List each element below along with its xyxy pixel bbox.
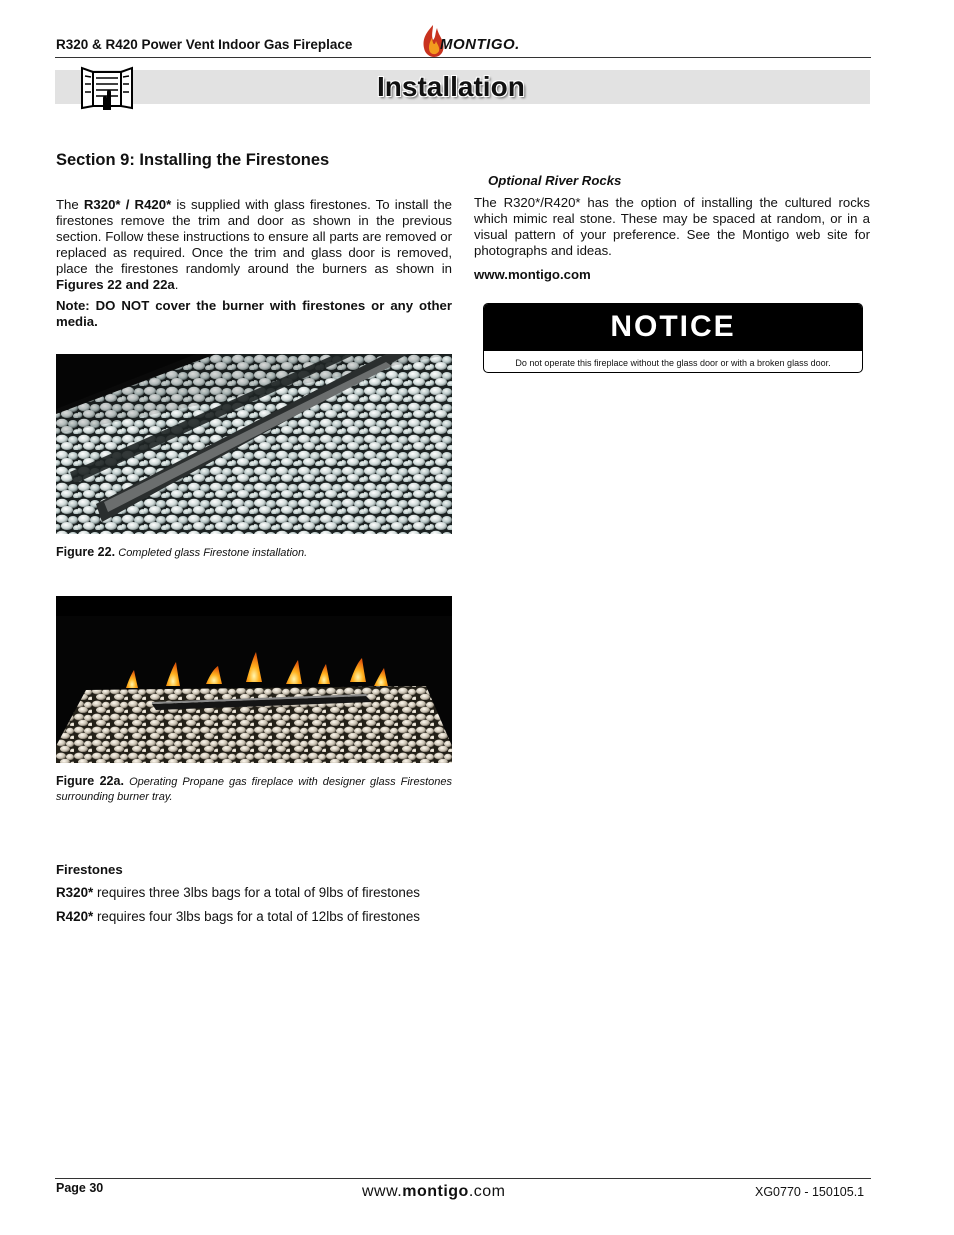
glass-firestones-image [56,354,452,534]
footer-url [362,1183,506,1201]
document-number: XG0770 - 150105.1 [755,1185,865,1199]
figure-22-text: Completed glass Firestone installation. [118,547,308,559]
r320-requirement [56,885,420,900]
montigo-url: www.montigo.com [474,267,591,282]
burner-note: Note: DO NOT cover the burner with firestones or any other media. [56,298,452,329]
figure-22-label: Figure 22. [56,545,116,559]
footer-url-prefix: www. [362,1183,403,1200]
intro-model: R320* / R420* [83,197,172,212]
notice-title: NOTICE [610,310,736,343]
river-rocks-paragraph: The R320*/R420* has the option of installing the cultured rocks which mimic real stone. These may be spaced at random, or in a visual pattern of your preference. See the Montigo web site for photographs and ideas. [474,195,870,258]
logo-wordmark: MONTIGO. [440,36,520,53]
section-heading: Section 9: Installing the Firestones [56,151,330,169]
figure-22-photo [56,354,452,534]
figure-22a-caption [56,774,452,805]
intro-text-2: is supplied with glass firestones. To install the firestones remove the trim and door as shown in the previous section. Follow these instructions to ensure all parts are removed or replaced as required. Once the trim and glass door is removed, place the firestones randomly around the burners as shown in [56,197,452,276]
river-rocks-heading: Optional River Rocks [488,173,622,188]
figure-22a-label: Figure 22a. [56,774,124,788]
intro-text-3: . [174,277,179,292]
footer-url-brand: montigo [402,1183,469,1200]
figure-22a-photo [56,596,452,763]
header-rule [55,57,871,58]
intro-text-1: The [56,197,84,212]
section-banner [55,70,870,104]
figure-22a-text: Operating Propane gas fireplace with designer glass Firestones surrounding burner tray. [56,776,452,803]
fireplace-door-icon [79,66,135,112]
notice-text: Do not operate this fireplace without the glass door or with a broken glass door. [515,358,831,368]
banner-title: Installation [377,71,525,102]
document-header-title: R320 & R420 Power Vent Indoor Gas Fireplace [56,37,353,52]
notice-header [484,304,862,351]
r320-model: R320* [56,885,94,900]
r320-text: requires three 3lbs bags for a total of 9lbs of firestones [93,885,420,900]
intro-paragraph [56,197,452,293]
footer-url-suffix: .com [468,1183,506,1200]
notice-box [483,303,863,373]
montigo-logo [418,24,518,58]
r420-text: requires four 3lbs bags for a total of 12lbs of firestones [93,909,420,924]
r420-model: R420* [56,909,94,924]
page-number: Page 30 [56,1181,104,1195]
r420-requirement [56,909,420,924]
figure-22-caption [56,545,307,561]
footer-rule [55,1178,871,1179]
operating-fireplace-image [56,596,452,763]
firestones-heading: Firestones [56,862,123,877]
intro-figure-ref: Figures 22 and 22a [56,277,175,292]
